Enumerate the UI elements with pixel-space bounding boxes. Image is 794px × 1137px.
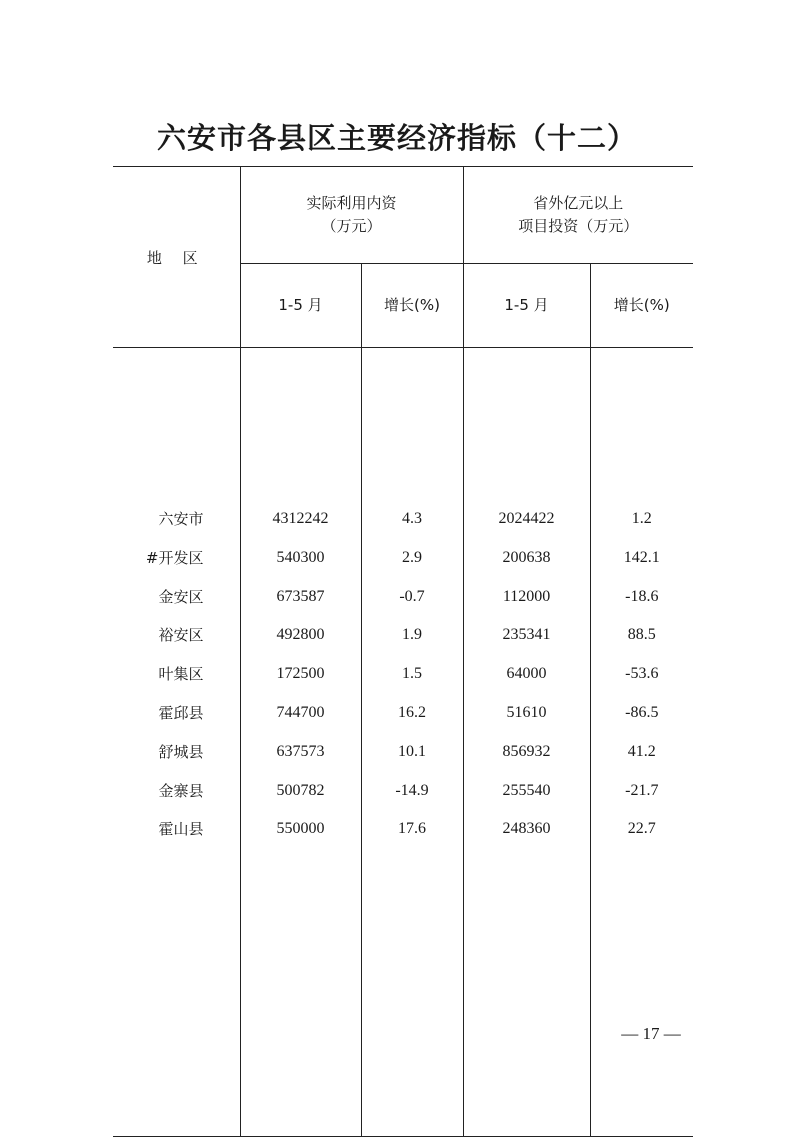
domestic-capital-column <box>240 348 361 1137</box>
period-header-1: 1-5 月 <box>240 264 361 348</box>
domestic-capital-header-line1: 实际利用内资 <box>306 194 397 212</box>
domestic-growth-column <box>361 348 463 1137</box>
region-column <box>113 348 240 1137</box>
domestic-capital-cell: 4312242 <box>272 510 329 527</box>
domestic-capital-cell: 540300 <box>276 548 325 566</box>
project-growth-column <box>590 348 693 1137</box>
region-header: 地 区 <box>113 167 240 348</box>
domestic-growth-cell: 10.1 <box>398 742 426 760</box>
domestic-capital-cell: 673587 <box>276 587 325 605</box>
domestic-growth-cell: -14.9 <box>395 781 429 799</box>
growth-header-2: 增长(%) <box>590 264 693 348</box>
domestic-capital-cell: 492800 <box>276 626 325 644</box>
domestic-capital-header-line2: （万元） <box>321 217 382 235</box>
domestic-growth-cell: 1.5 <box>402 665 422 683</box>
project-investment-cell: 64000 <box>506 665 547 683</box>
domestic-capital-cell: 172500 <box>276 665 325 683</box>
project-growth-cell: 142.1 <box>623 548 660 566</box>
growth-header-1: 增长(%) <box>361 264 463 348</box>
project-investment-cell: 255540 <box>502 781 551 799</box>
project-growth-cell: 41.2 <box>627 742 656 760</box>
project-investment-header-line1: 省外亿元以上 <box>533 194 624 212</box>
table-body <box>113 348 693 1137</box>
region-cell: 裕安区 <box>158 626 204 645</box>
domestic-growth-cell: 4.3 <box>402 510 422 527</box>
project-investment-header <box>463 167 693 264</box>
project-growth-cell: 1.2 <box>631 510 652 527</box>
page-title: 六安市各县区主要经济指标（十二） <box>156 121 637 155</box>
domestic-growth-cell: -0.7 <box>399 587 425 605</box>
project-investment-header-line2: 项目投资（万元） <box>518 217 639 235</box>
project-growth-cell: 22.7 <box>627 820 656 838</box>
project-growth-cell: -86.5 <box>625 703 659 721</box>
domestic-capital-cell: 500782 <box>276 781 325 799</box>
region-cell: 叶集区 <box>158 665 204 684</box>
domestic-growth-cell: 2.9 <box>402 548 422 566</box>
domestic-capital-header <box>240 167 463 264</box>
economic-indicators-table <box>113 166 693 1137</box>
region-cell: #开发区 <box>145 548 204 567</box>
header-row-top <box>113 167 693 264</box>
domestic-growth-cell: 16.2 <box>398 703 426 721</box>
project-investment-cell: 51610 <box>506 703 547 721</box>
domestic-capital-cell: 744700 <box>276 703 325 721</box>
project-growth-cell: -53.6 <box>625 665 659 683</box>
project-investment-cell: 2024422 <box>498 510 555 527</box>
region-cell: 金寨县 <box>158 781 204 800</box>
project-investment-column <box>463 348 590 1137</box>
region-cell: 金安区 <box>158 587 204 606</box>
domestic-capital-cell: 550000 <box>276 820 325 838</box>
region-cell: 六安市 <box>158 510 204 528</box>
project-growth-cell: 88.5 <box>627 626 656 644</box>
domestic-growth-cell: 17.6 <box>398 820 426 838</box>
period-header-2: 1-5 月 <box>463 264 590 348</box>
project-investment-cell: 200638 <box>502 548 551 566</box>
domestic-growth-cell: 1.9 <box>402 626 422 644</box>
project-growth-cell: -21.7 <box>625 781 659 799</box>
page-number: — 17 — <box>621 1024 681 1043</box>
project-investment-cell: 856932 <box>502 742 551 760</box>
project-growth-cell: -18.6 <box>625 587 659 605</box>
project-investment-cell: 235341 <box>502 626 551 644</box>
domestic-capital-cell: 637573 <box>276 742 325 760</box>
project-investment-cell: 248360 <box>502 820 551 838</box>
region-cell: 霍山县 <box>158 820 204 839</box>
project-investment-cell: 112000 <box>502 587 551 605</box>
region-cell: 霍邱县 <box>158 703 204 722</box>
region-cell: 舒城县 <box>158 742 204 761</box>
